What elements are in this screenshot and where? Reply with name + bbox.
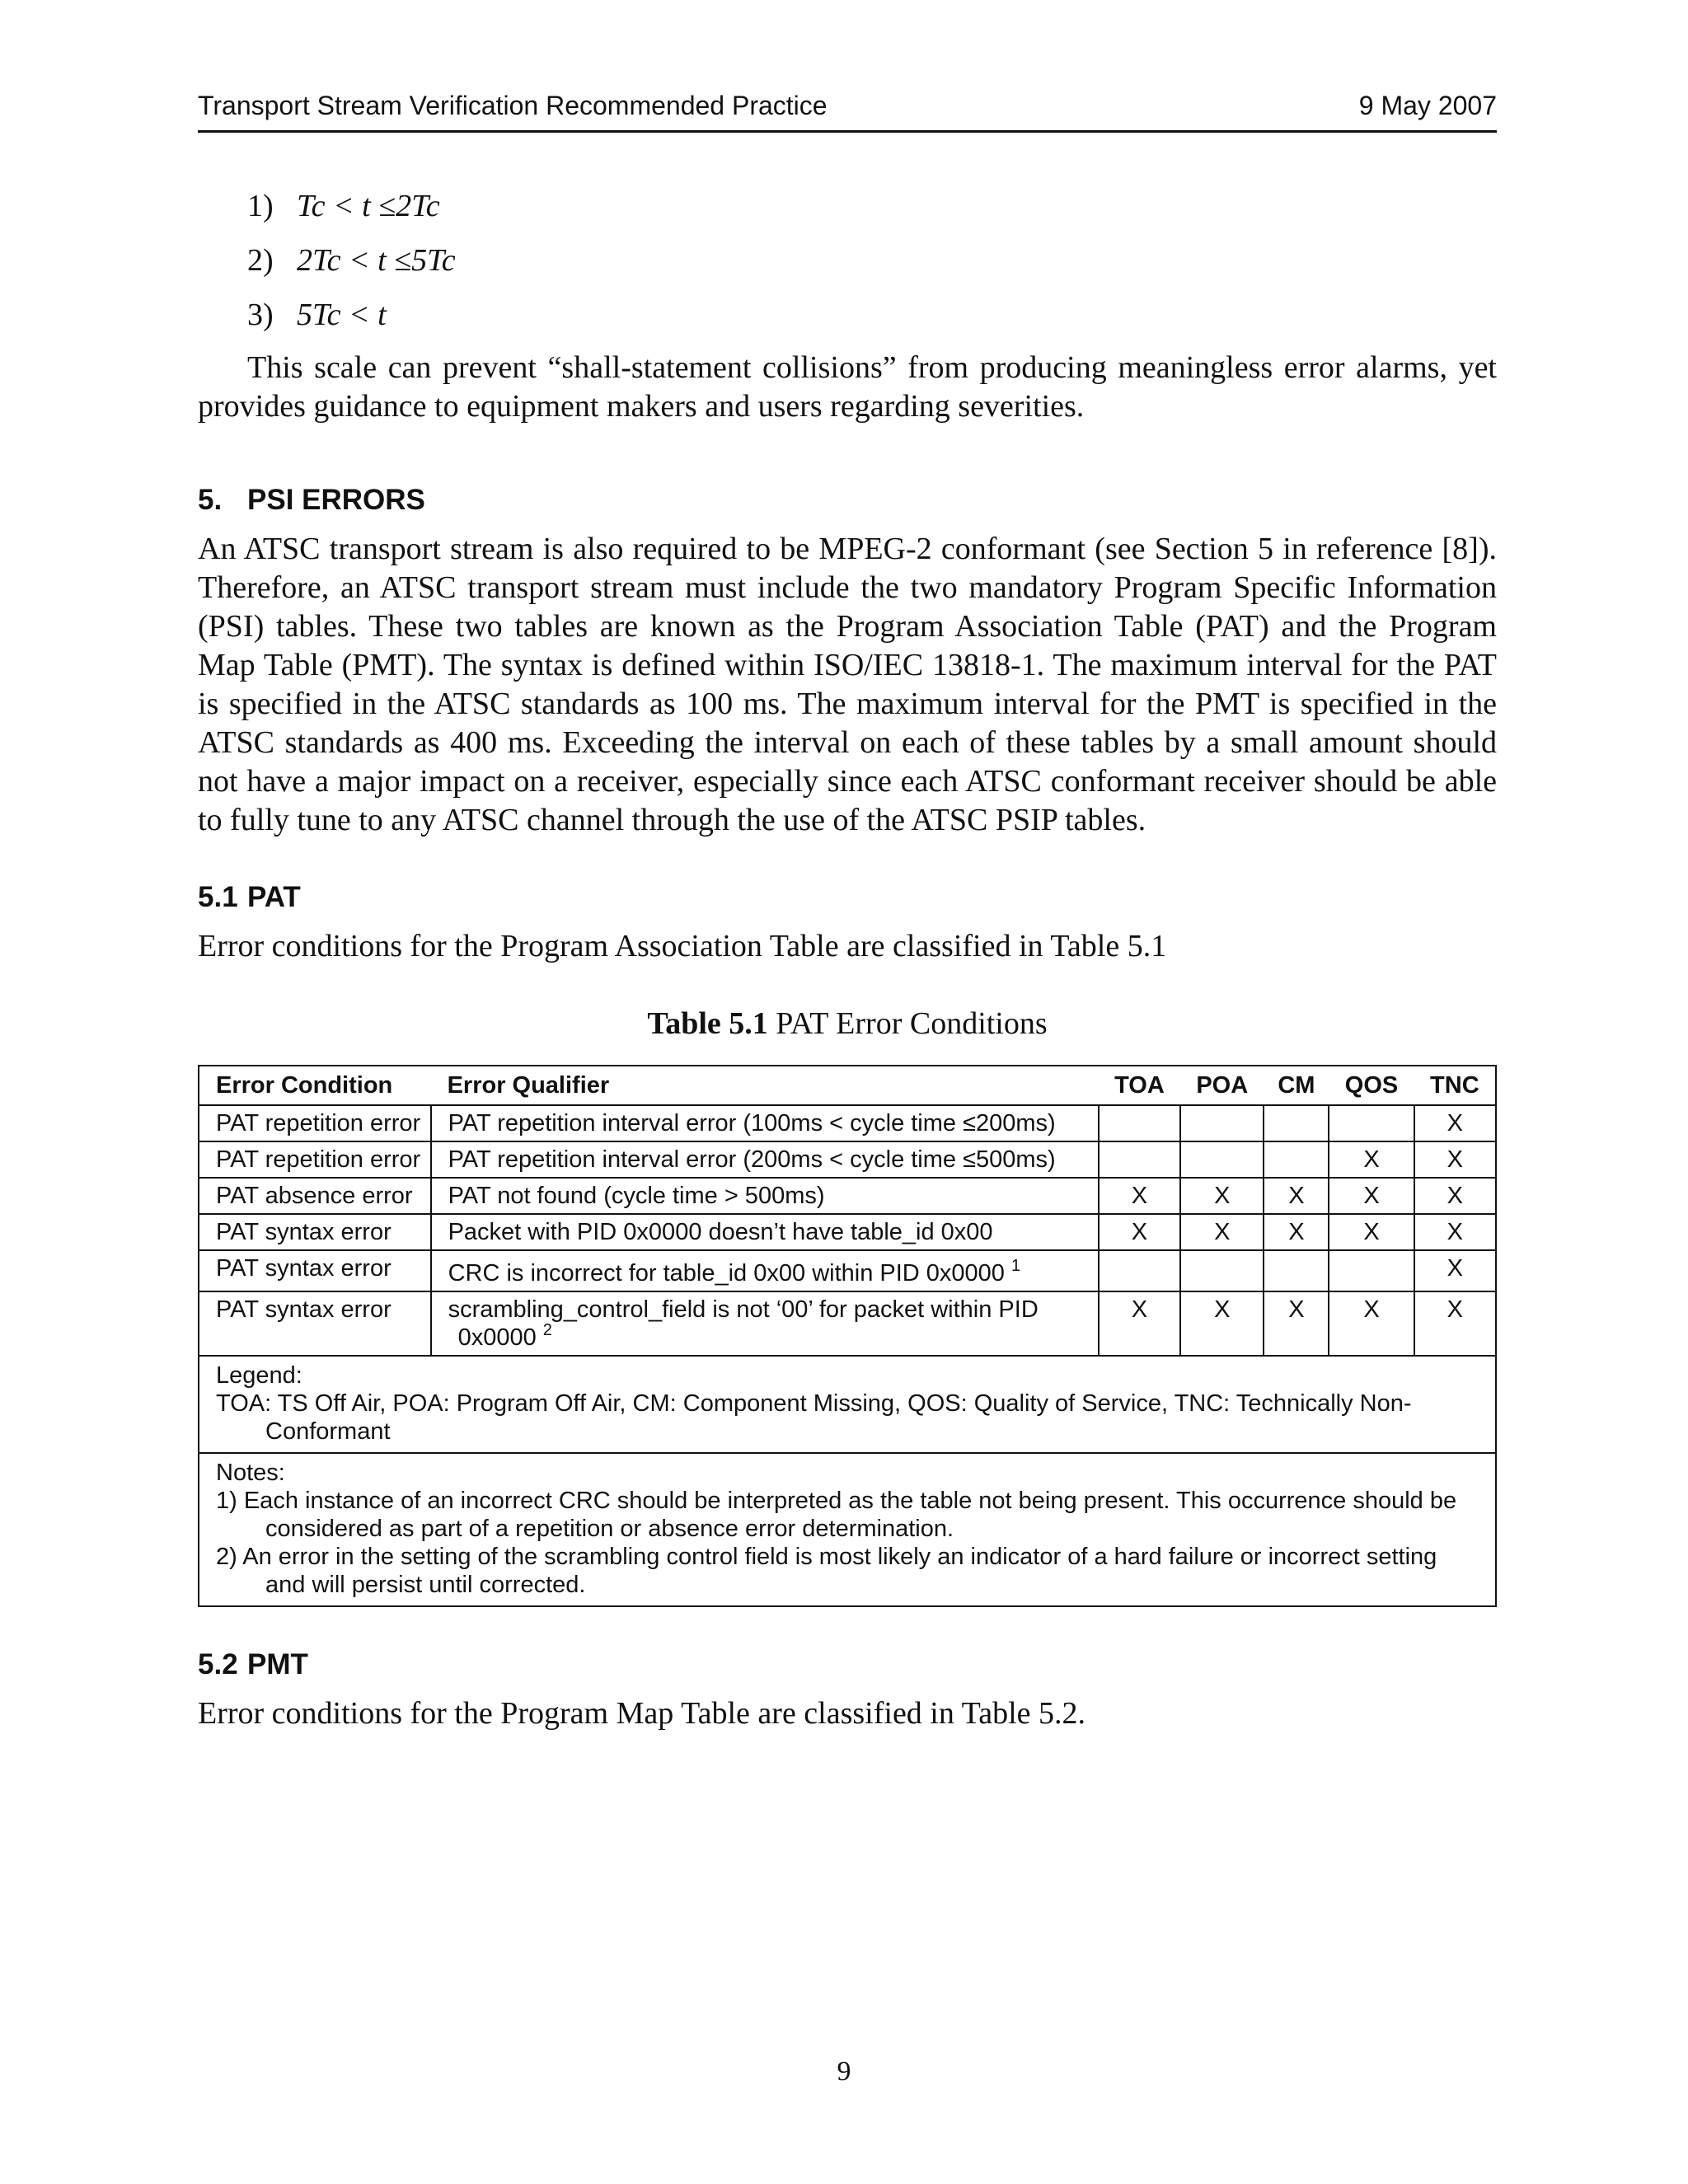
cell-qos: X xyxy=(1329,1214,1414,1250)
cell-qos: X xyxy=(1329,1291,1414,1356)
cell-cm xyxy=(1264,1250,1329,1291)
cell-qos: X xyxy=(1329,1178,1414,1214)
list-expression: Tc < t ≤2Tc xyxy=(297,189,440,223)
section-5-2-heading: 5.2 PMT xyxy=(198,1648,308,1680)
cell-poa xyxy=(1180,1141,1264,1178)
cell-toa: X xyxy=(1099,1291,1180,1356)
table-notes xyxy=(199,1453,1496,1606)
table-row xyxy=(199,1250,1496,1291)
column-header: TNC xyxy=(1414,1066,1496,1105)
intro-paragraph: This scale can prevent “shall-statement collisions” from producing meaningless error alarms, yet provides guidance to equipment makers and users regarding severities. xyxy=(198,350,1497,424)
severity-list xyxy=(198,185,1497,349)
cell-qos xyxy=(1329,1105,1414,1141)
cell-poa: X xyxy=(1180,1178,1264,1214)
cell-toa xyxy=(1099,1250,1180,1291)
cell-condition: PAT syntax error xyxy=(199,1250,431,1291)
list-item: 1) Tc < t ≤2Tc xyxy=(247,189,440,223)
cell-qos xyxy=(1329,1250,1414,1291)
page-content xyxy=(198,185,1497,1733)
column-header: POA xyxy=(1180,1066,1264,1105)
page-header xyxy=(198,91,1497,133)
cell-toa: X xyxy=(1099,1178,1180,1214)
cell-toa xyxy=(1099,1105,1180,1141)
cell-condition: PAT repetition error xyxy=(199,1105,431,1141)
legend-title: Legend: xyxy=(216,1362,302,1389)
header-date: 9 May 2007 xyxy=(1358,91,1497,120)
section-5-body: An ATSC transport stream is also required to be MPEG-2 conformant (see Section 5 in reference [8]). Therefore, an ATSC transport stream must include the two mandatory Program Specific Information (PSI) tables. These two tables are known as the Program Association Table (PAT) and the Program Map Table (PMT). The syntax is defined within ISO/IEC 13818-1. The maximum interval for the PAT is specified in the ATSC standards as 100 ms. The maximum interval for the PMT is specified in the ATSC standards as 400 ms. Exceeding the interval on each of these tables by a small amount should not have a major impact on a receiver, especially since each ATSC conformant receiver should be able to fully tune to any ATSC channel through the use of the ATSC PSIP tables. xyxy=(198,532,1497,837)
cell-tnc: X xyxy=(1414,1291,1496,1356)
cell-poa xyxy=(1180,1250,1264,1291)
table-notes-row xyxy=(199,1453,1496,1606)
column-header: CM xyxy=(1264,1066,1329,1105)
cell-tnc: X xyxy=(1414,1105,1496,1141)
column-header: Error Condition xyxy=(199,1066,431,1105)
header-title: Transport Stream Verification Recommended Practice xyxy=(198,91,828,120)
list-item: 3) 5Tc < t xyxy=(247,298,387,332)
section-5-1-body: Error conditions for the Program Association Table are classified in Table 5.1 xyxy=(198,929,1167,963)
table-row xyxy=(199,1291,1496,1356)
cell-qualifier: PAT repetition interval error (200ms < cycle time ≤500ms) xyxy=(431,1141,1099,1178)
cell-tnc: X xyxy=(1414,1214,1496,1250)
footnote-ref: 2 xyxy=(542,1321,552,1339)
table-legend xyxy=(199,1356,1496,1453)
table-caption: Table 5.1 PAT Error Conditions xyxy=(647,1006,1048,1041)
pat-error-table xyxy=(198,1065,1497,1607)
legend-text: TOA: TS Off Air, POA: Program Off Air, CM: Component Missing, QOS: Quality of Service, TNC: Technically Non-Conformant xyxy=(216,1390,1412,1445)
cell-cm xyxy=(1264,1141,1329,1178)
cell-condition: PAT syntax error xyxy=(199,1291,431,1356)
table-row xyxy=(199,1214,1496,1250)
list-expression: 5Tc < t xyxy=(297,298,387,332)
cell-poa: X xyxy=(1180,1214,1264,1250)
table-header-row xyxy=(199,1066,1496,1105)
table-row xyxy=(199,1141,1496,1178)
note-item: 2) An error in the setting of the scrambling control field is most likely an indicator of a hard failure or incorrect setting and will persist until corrected. xyxy=(216,1544,1437,1598)
cell-tnc: X xyxy=(1414,1178,1496,1214)
list-item: 2) 2Tc < t ≤5Tc xyxy=(247,243,456,278)
footnote-ref: 1 xyxy=(1011,1257,1021,1275)
table-legend-row xyxy=(199,1356,1496,1453)
table-row xyxy=(199,1178,1496,1214)
section-5-1-heading: 5.1 PAT xyxy=(198,881,301,913)
section-5-2-body: Error conditions for the Program Map Table are classified in Table 5.2. xyxy=(198,1696,1086,1731)
note-item: 1) Each instance of an incorrect CRC should be interpreted as the table not being present. This occurrence should be considered as part of a repetition or absence error determination. xyxy=(216,1488,1457,1542)
cell-qos: X xyxy=(1329,1141,1414,1178)
cell-qualifier: PAT repetition interval error (100ms < cycle time ≤200ms) xyxy=(431,1105,1099,1141)
cell-cm xyxy=(1264,1105,1329,1141)
cell-cm: X xyxy=(1264,1178,1329,1214)
cell-tnc: X xyxy=(1414,1250,1496,1291)
cell-qualifier: Packet with PID 0x0000 doesn’t have table_id 0x00 xyxy=(431,1214,1099,1250)
cell-qualifier: PAT not found (cycle time > 500ms) xyxy=(431,1178,1099,1214)
cell-toa: X xyxy=(1099,1214,1180,1250)
section-5-heading: 5. PSI ERRORS xyxy=(198,484,425,516)
notes-title: Notes: xyxy=(216,1460,285,1486)
cell-qualifier: CRC is incorrect for table_id 0x00 within PID 0x0000 $^1$ xyxy=(431,1250,1099,1291)
cell-tnc: X xyxy=(1414,1141,1496,1178)
cell-condition: PAT repetition error xyxy=(199,1141,431,1178)
column-header: Error Qualifier xyxy=(431,1066,1099,1105)
cell-cm: X xyxy=(1264,1214,1329,1250)
cell-cm: X xyxy=(1264,1291,1329,1356)
cell-condition: PAT syntax error xyxy=(199,1214,431,1250)
cell-poa xyxy=(1180,1105,1264,1141)
column-header: QOS xyxy=(1329,1066,1414,1105)
column-header: TOA xyxy=(1099,1066,1180,1105)
cell-toa xyxy=(1099,1141,1180,1178)
cell-qualifier: scrambling_control_field is not ‘00’ for packet within PID 0x0000 $^2$ xyxy=(431,1291,1099,1356)
cell-condition: PAT absence error xyxy=(199,1178,431,1214)
cell-poa: X xyxy=(1180,1291,1264,1356)
list-expression: 2Tc < t ≤5Tc xyxy=(297,243,456,278)
table-row xyxy=(199,1105,1496,1141)
page-number: 9 xyxy=(837,2056,851,2087)
